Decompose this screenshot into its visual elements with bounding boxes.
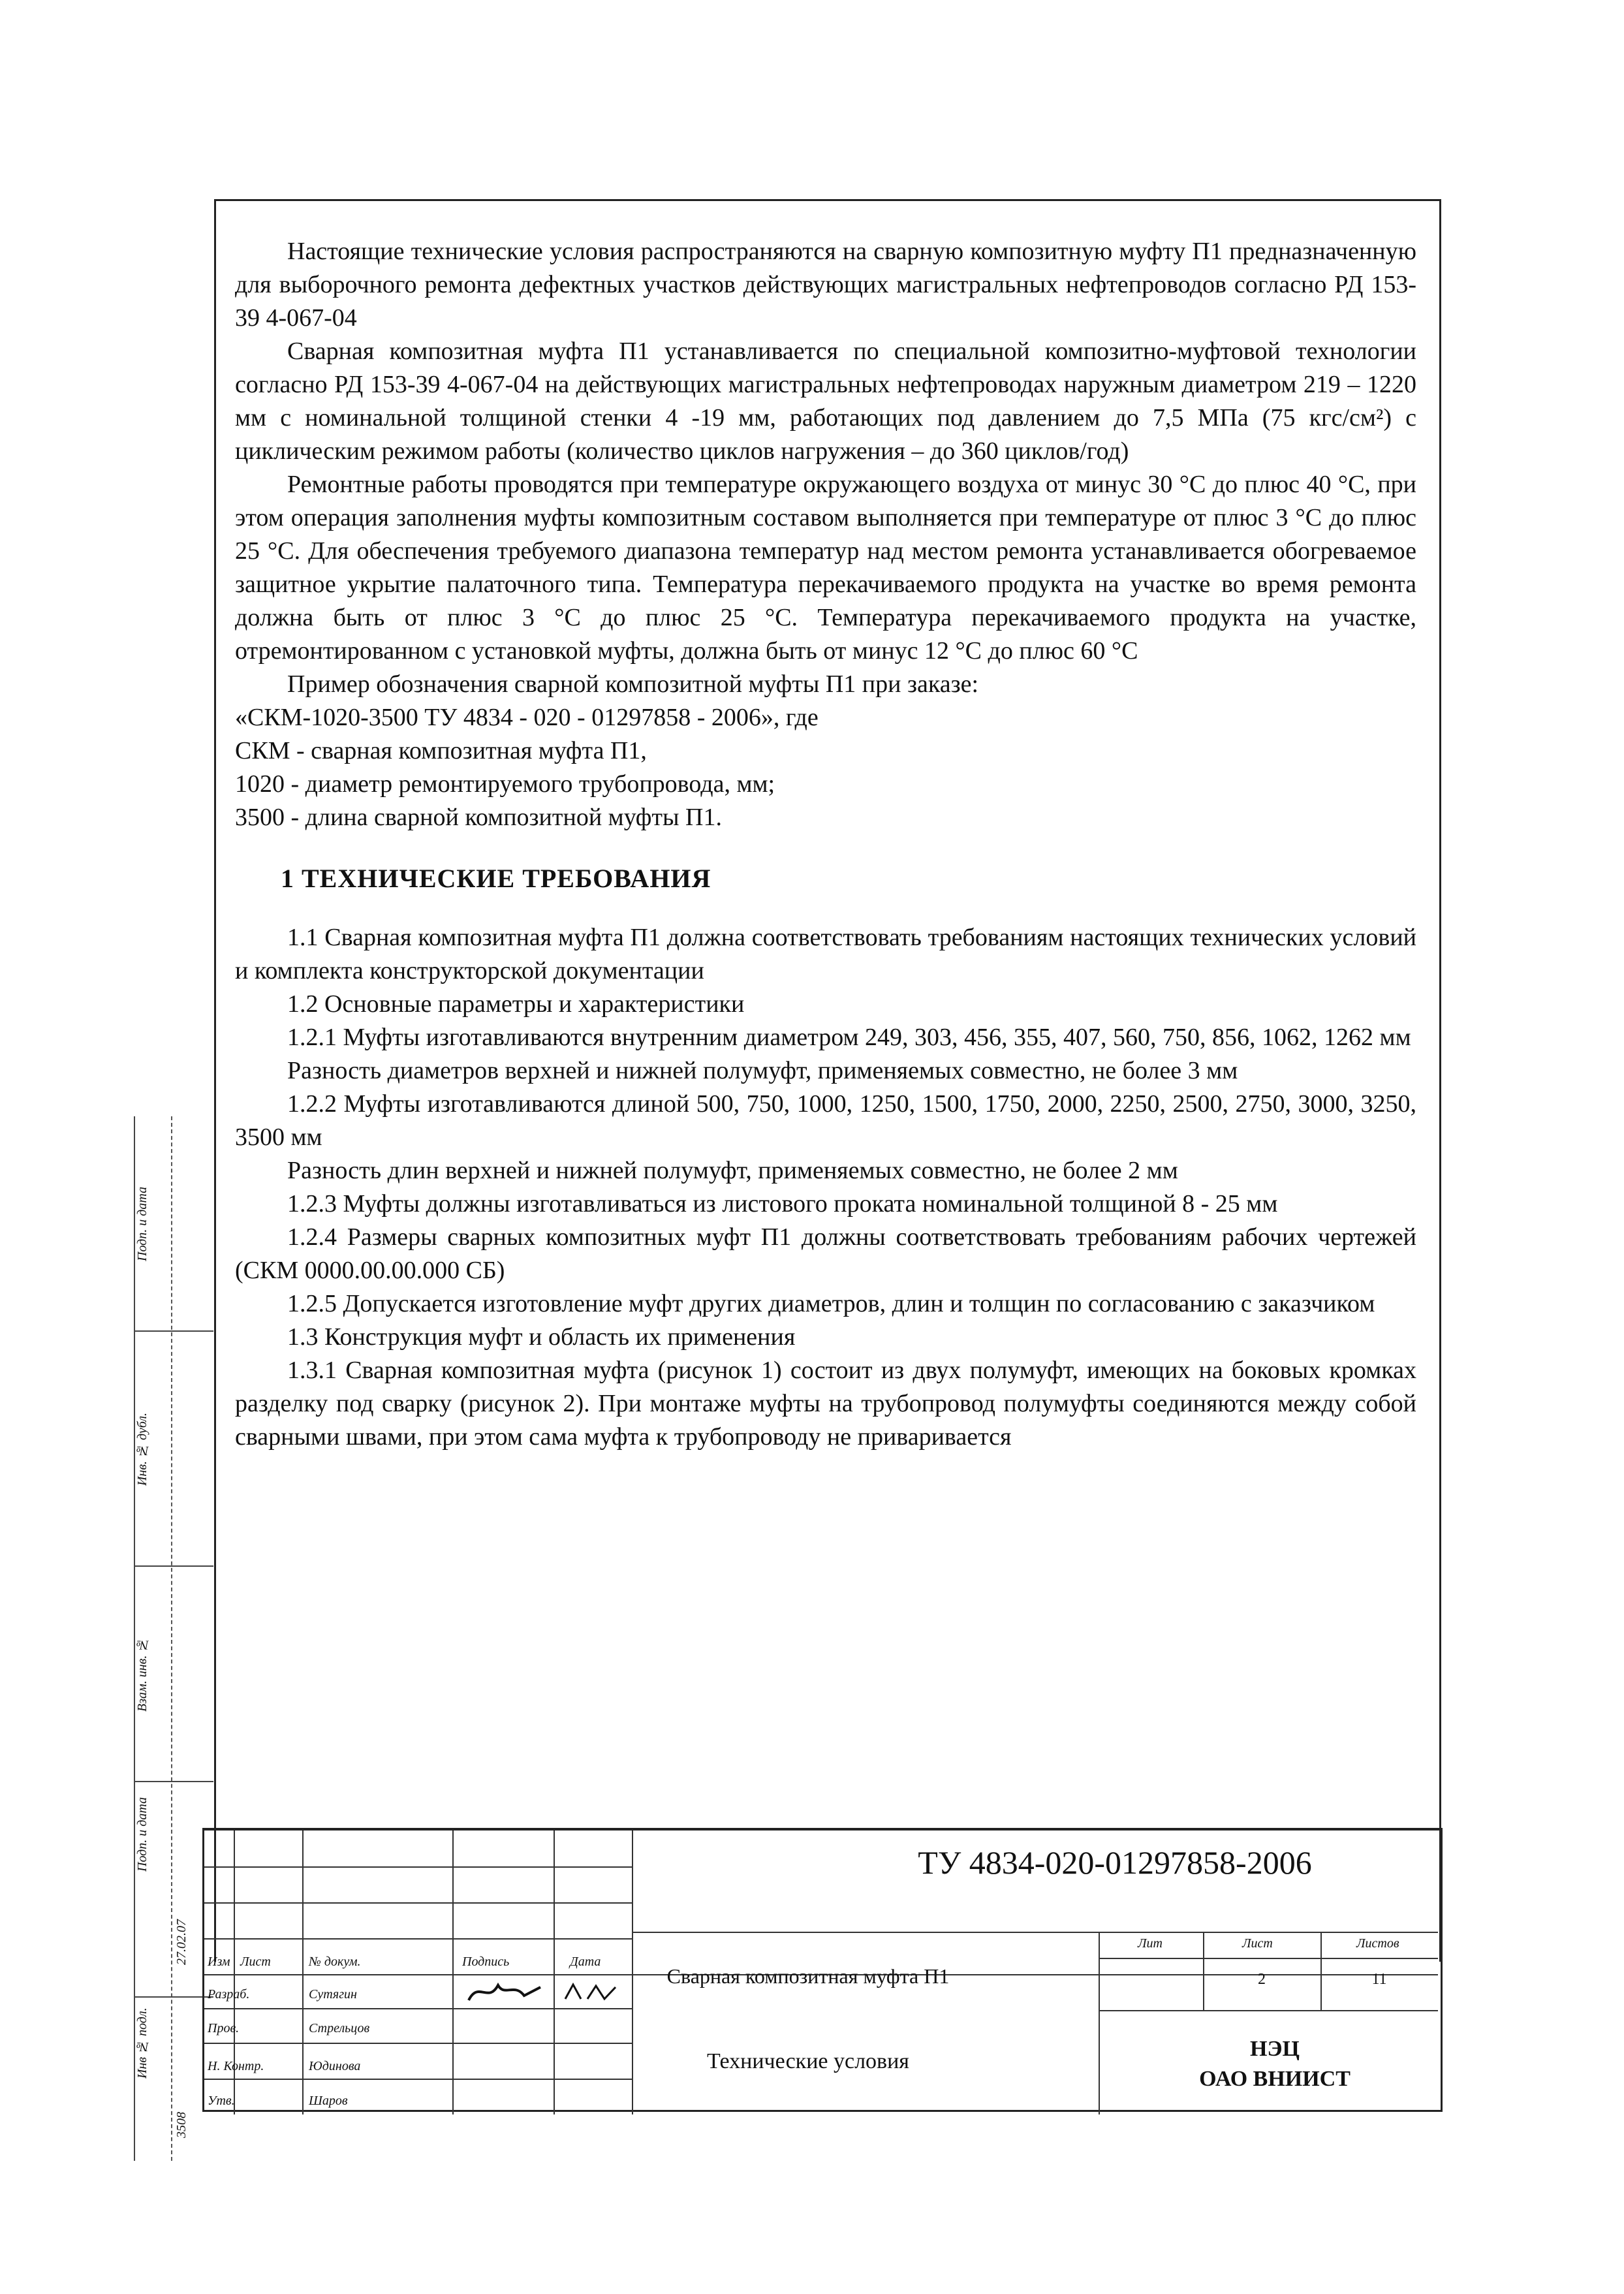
grid-line (204, 1866, 632, 1868)
clause: 1.2 Основные параметры и характеристики (287, 990, 745, 1018)
clause: Разность длин верхней и нижней полумуфт, применяемых совместно, не более 2 мм (287, 1157, 1178, 1184)
intro-paragraph: Сварная композитная муфта П1 устанавливается по специальной композитно-муфтовой технологии согласно РД 153-39 4-067-04 на действующих магистральных нефтепроводах наружным диаметром 219 – 1220 мм с номинальной толщиной стенки 4 -19 мм, работающих под давлением до 7,5 МПа (75 кгс/см²) с циклическим режимом работы (количество циклов нагружения – до 360 циклов/год) (235, 338, 1416, 465)
example-line: СКМ - сварная композитная муфта П1, (235, 737, 647, 764)
clause: 1.3.1 Сварная композитная муфта (рисунок 1) состоит из двух полумуфт, имеющих на боковых кромках разделку под сварку (рисунок 2). При монтаже муфты на трубопровод полумуфты соединяются между собой сварными швами, при этом сама муфта к трубопроводу не приваривается (235, 1357, 1416, 1451)
person-name: Сутягин (309, 1987, 357, 2002)
example-line: 3500 - длина сварной композитной муфты П1. (235, 804, 722, 831)
title-block (202, 1828, 1443, 2112)
clause: 1.2.4 Размеры сварных композитных муфт П1 должны соответствовать требованиям рабочих чертежей (СКМ 0000.00.00.000 СБ) (235, 1223, 1416, 1284)
org-line: ОАО ВНИИСТ (1199, 2067, 1351, 2091)
clause: 1.2.3 Муфты должны изготавливаться из листового проката номинальной толщиной 8 - 25 мм (287, 1190, 1278, 1218)
grid-line (302, 1830, 304, 2114)
header-list: Лист (240, 1955, 271, 1969)
clause: 1.2.1 Муфты изготавливаются внутренним диаметром 249, 303, 456, 355, 407, 560, 750, 856, 1062, 1262 мм (287, 1024, 1411, 1051)
example-line: 1020 - диаметр ремонтируемого трубопровода, мм; (235, 770, 775, 798)
strip-label: Подп. и дата (135, 1186, 149, 1262)
header-izm: Изм (208, 1955, 230, 1969)
document-body (235, 235, 1416, 1454)
clause: 1.1 Сварная композитная муфта П1 должна соответствовать требованиям настоящих технических условий и комплекта конструкторской документации (235, 924, 1416, 984)
intro-paragraph: Настоящие технические условия распространяются на сварную композитную муфту П1 предназначенную для выборочного ремонта дефектных участков действующих магистральных нефтепроводов согласно РД 153-39 4-067-04 (235, 238, 1416, 332)
role-label: Н. Контр. (208, 2059, 264, 2073)
grid-line (204, 2079, 632, 2080)
grid-line (554, 1830, 555, 2114)
strip-value: 3508 (174, 2112, 189, 2138)
strip-label: Инв № подл. (135, 2007, 149, 2079)
clause: 1.2.5 Допускается изготовление муфт других диаметров, длин и толщин по согласованию с заказчиком (287, 1290, 1375, 1317)
org-line: НЭЦ (1250, 2037, 1300, 2061)
strip-cell (135, 1116, 213, 1332)
binding-strip (134, 1116, 212, 2161)
header-lit: Лит (1138, 1936, 1163, 1951)
strip-cell (135, 1998, 213, 2161)
grid-line (632, 1932, 1438, 1933)
clause: Разность диаметров верхней и нижней полумуфт, применяемых совместно, не более 3 мм (287, 1057, 1238, 1084)
strip-cell (135, 1567, 213, 1782)
signature-mark (462, 1977, 550, 2007)
grid-line (204, 1902, 632, 1904)
strip-cell (135, 1782, 213, 1998)
grid-line (452, 1830, 454, 2114)
role-label: Утв. (208, 2094, 235, 2108)
person-name: Шаров (309, 2094, 348, 2108)
header-sheet: Лист (1242, 1936, 1273, 1951)
section-heading: 1 ТЕХНИЧЕСКИЕ ТРЕБОВАНИЯ (281, 864, 711, 893)
strip-label: Взам. инв. № (135, 1637, 149, 1712)
strip-cell (135, 1332, 213, 1567)
grid-line (1099, 1958, 1438, 1959)
header-sheets: Листов (1356, 1936, 1399, 1951)
strip-label: Инв. № дубл. (135, 1412, 149, 1486)
grid-line (1099, 1932, 1100, 2114)
header-sign: Подпись (462, 1955, 510, 1969)
organization (1118, 2034, 1431, 2094)
sheet-number: 2 (1258, 1971, 1266, 1988)
person-name: Стрельцов (309, 2021, 370, 2035)
header-date: Дата (570, 1955, 601, 1969)
document-type: Технические условия (707, 2049, 909, 2073)
grid-line (204, 2008, 632, 2009)
clause: 1.3 Конструкция муфт и область их применения (287, 1323, 796, 1351)
clause: 1.2.2 Муфты изготавливаются длиной 500, 750, 1000, 1250, 1500, 1750, 2000, 2250, 2500, 2750, 3000, 3250, 3500 мм (235, 1090, 1416, 1151)
grid-line (204, 1938, 632, 1940)
intro-paragraph: Ремонтные работы проводятся при температуре окружающего воздуха от минус 30 °С до плюс 40 °С, при этом операция заполнения муфты композитным составом выполняется при температуре от плюс 3 °С до плюс 25 °С. Для обеспечения требуемого диапазона температур над местом ремонта устанавливается обогреваемое защитное укрытие палаточного типа. Температура перекачиваемого продукта на участке во время ремонта должна быть от плюс 3 °С до плюс 25 °С. Температура перекачиваемого продукта на участке, отремонтированном с установкой муфты, должна быть от минус 12 °С до плюс 60 °С (235, 471, 1416, 665)
strip-value: 27.02.07 (174, 1919, 189, 1965)
strip-label: Подп. и дата (135, 1797, 149, 1872)
person-name: Юдинова (309, 2059, 361, 2073)
header-doc-no: № докум. (309, 1955, 361, 1969)
grid-line (1099, 2010, 1438, 2011)
intro-paragraph: Пример обозначения сварной композитной муфты П1 при заказе: (287, 670, 979, 698)
sheet-count: 11 (1371, 1971, 1387, 1988)
document-subject: Сварная композитная муфта П1 (666, 1964, 950, 1988)
role-label: Пров. (208, 2021, 240, 2035)
role-label: Разраб. (208, 1987, 250, 2002)
grid-line (632, 1830, 633, 2114)
example-line: «СКМ-1020-3500 ТУ 4834 - 020 - 01297858 - 2006», где (235, 704, 819, 731)
date-mark (560, 1979, 625, 2005)
grid-line (204, 2043, 632, 2044)
document-number: ТУ 4834-020-01297858-2006 (918, 1844, 1312, 1881)
